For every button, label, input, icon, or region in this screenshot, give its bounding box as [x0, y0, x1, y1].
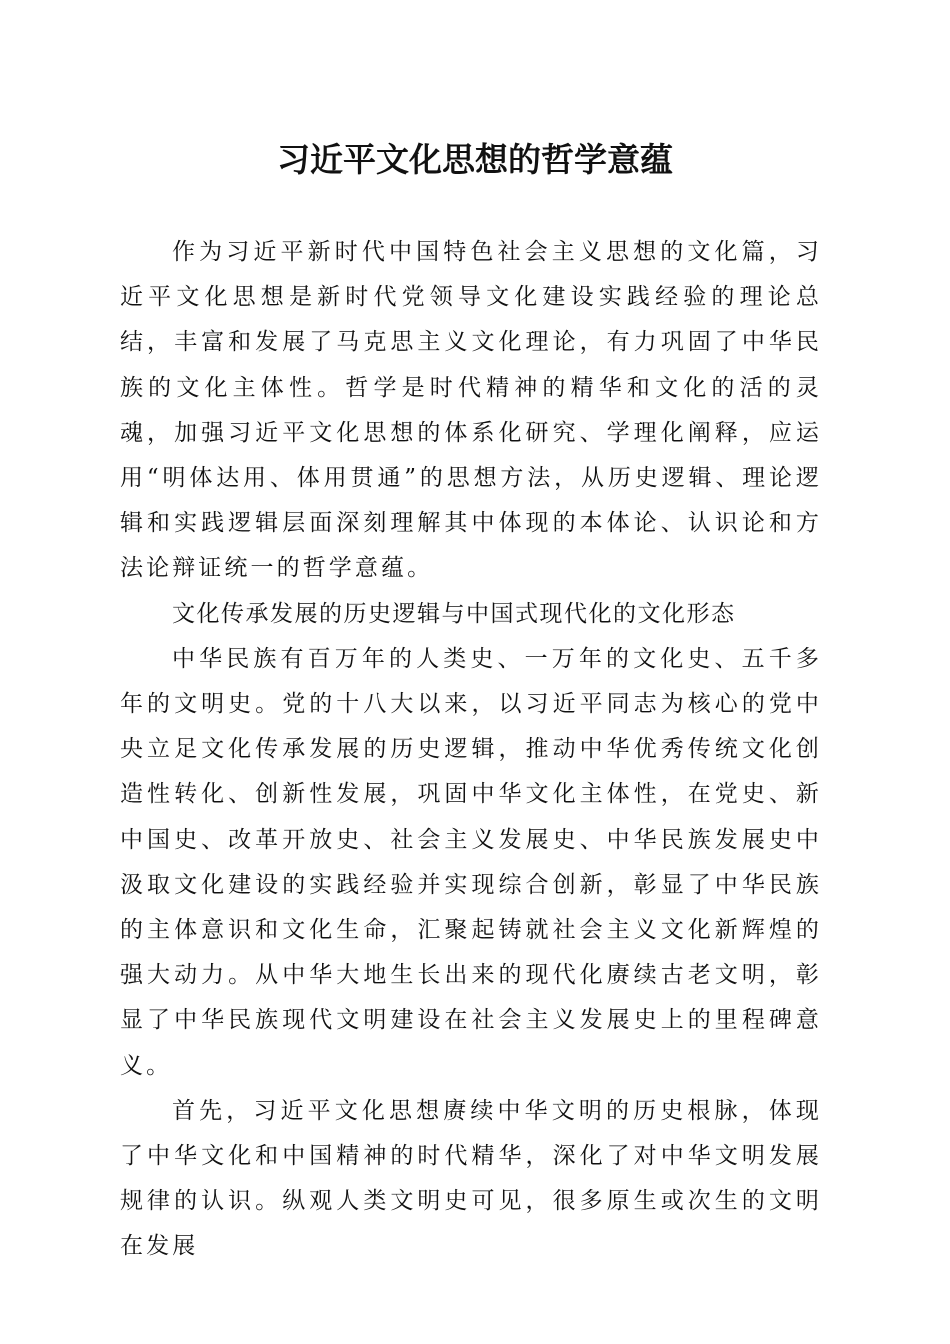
- section-heading: 文化传承发展的历史逻辑与中国式现代化的文化形态: [172, 600, 736, 627]
- paragraph-first: 首先，习近平文化思想赓续中华文明的历史根脉，体现了中华文化和中国精神的时代精华，深化了对中华文明发展规律的认识。纵观人类文明史可见，很多原生或次生的文明在发展: [120, 1097, 822, 1260]
- paragraph-history: 中华民族有百万年的人类史、一万年的文化史、五千多年的文明史。党的十八大以来，以习近平同志为核心的党中央立足文化传承发展的历史逻辑，推动中华优秀传统文化创造性转化、创新性发展，巩固中华文化主体性，在党史、新中国史、改革开放史、社会主义发展史、中华民族发展史中汲取文化建设的实践经验并实现综合创新，彰显了中华民族的主体意识和文化生命，汇聚起铸就社会主义文化新辉煌的强大动力。从中华大地生长出来的现代化赓续古老文明，彰显了中华民族现代文明建设在社会主义发展史上的里程碑意义。: [120, 645, 822, 1079]
- document-title: 习近平文化思想的哲学意蕴: [277, 140, 673, 179]
- paragraph-intro: 作为习近平新时代中国特色社会主义思想的文化篇，习近平文化思想是新时代党领导文化建设实践经验的理论总结，丰富和发展了马克思主义文化理论，有力巩固了中华民族的文化主体性。哲学是时代精神的精华和文化的活的灵魂，加强习近平文化思想的体系化研究、学理化阐释，应运用“明体达用、体用贯通”的思想方法，从历史逻辑、理论逻辑和实践逻辑层面深刻理解其中体现的本体论、认识论和方法论辩证统一的哲学意蕴。: [120, 239, 822, 582]
- document-body: [120, 230, 822, 1270]
